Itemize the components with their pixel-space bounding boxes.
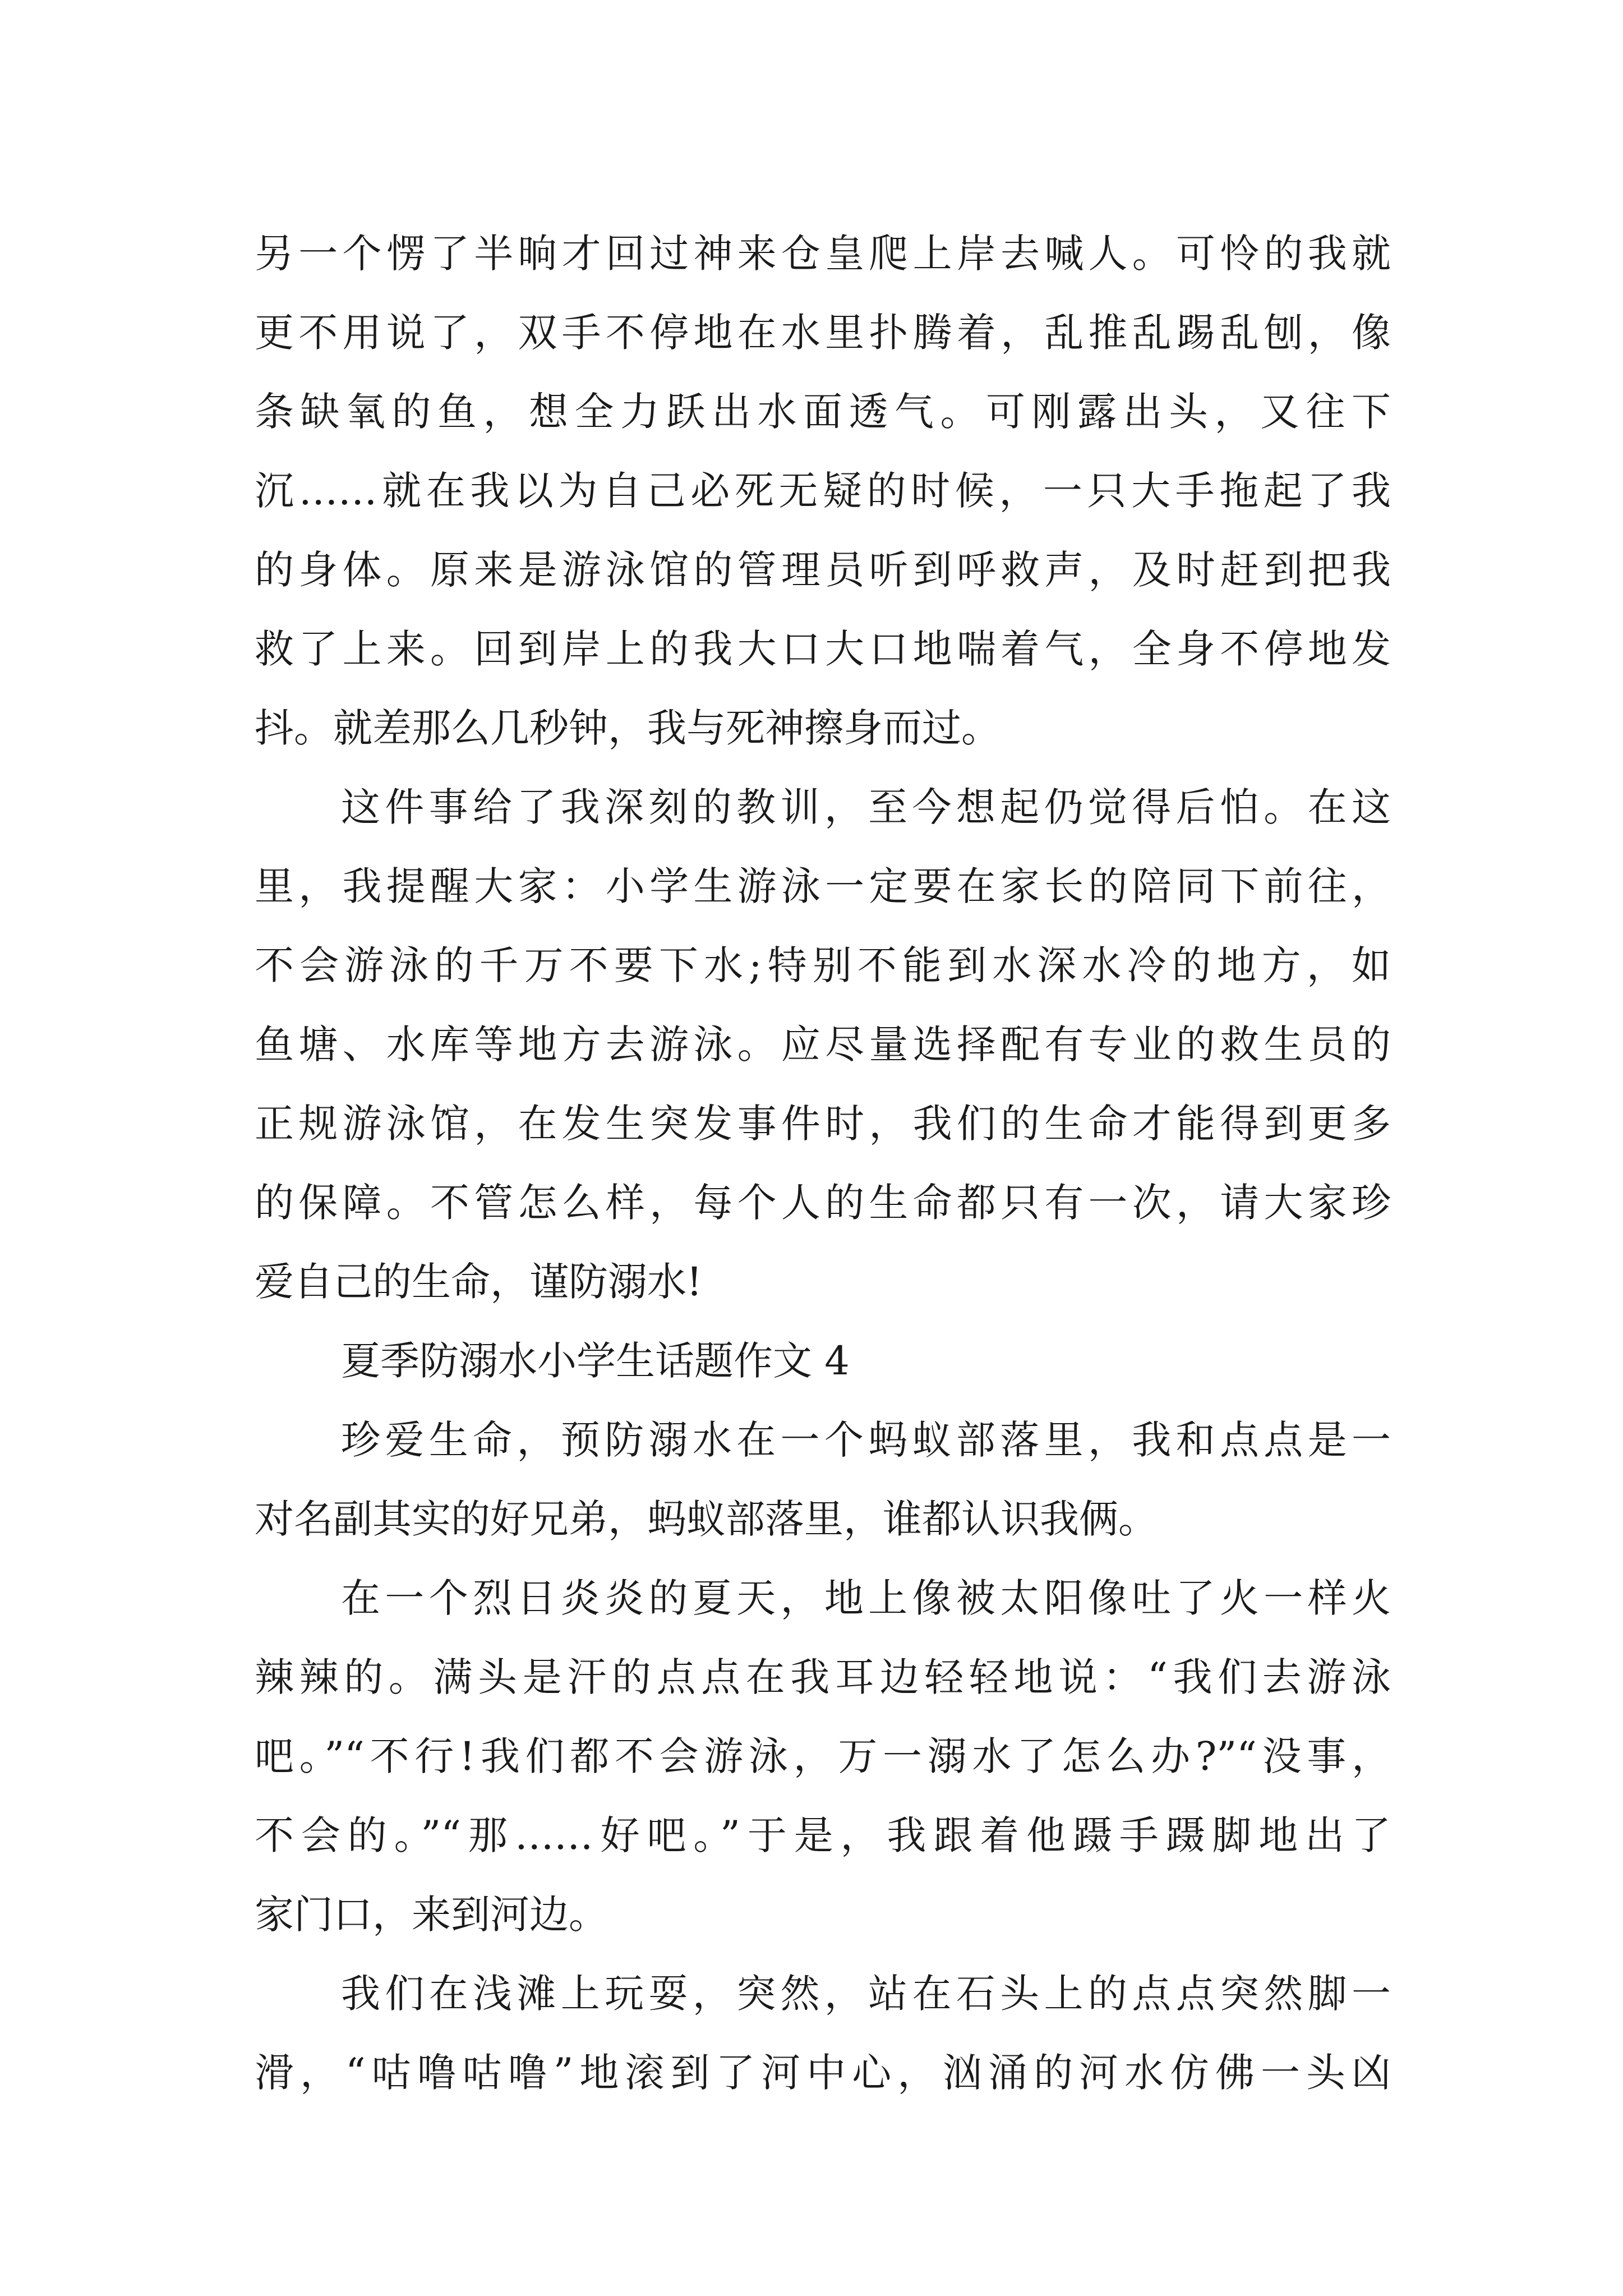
text-line: 另一个愣了半晌才回过神来仓皇爬上岸去喊人。可怜的我就 xyxy=(255,231,1391,277)
text-line: 在一个烈日炎炎的夏天，地上像被太阳像吐了火一样火 xyxy=(341,1575,1391,1621)
text-line: 救了上来。回到岸上的我大口大口地喘着气，全身不停地发 xyxy=(255,626,1391,672)
text-line: 家门口，来到河边。 xyxy=(255,1892,608,1938)
text-line: 条缺氧的鱼，想全力跃出水面透气。可刚露出头，又往下 xyxy=(255,389,1391,435)
text-line: 正规游泳馆，在发生突发事件时，我们的生命才能得到更多 xyxy=(255,1101,1391,1147)
text-line: 对名副其实的好兄弟，蚂蚁部落里，谁都认识我俩。 xyxy=(255,1496,1158,1542)
text-line: 辣辣的。满头是汗的点点在我耳边轻轻地说：“我们去游泳 xyxy=(255,1654,1391,1700)
text-line: 更不用说了，双手不停地在水里扑腾着，乱推乱踢乱刨，像 xyxy=(255,310,1391,356)
text-line: 这件事给了我深刻的教训，至今想起仍觉得后怕。在这 xyxy=(341,784,1391,830)
text-line: 夏季防溺水小学生话题作文 4 xyxy=(341,1338,850,1384)
text-line: 不会的。”“那……好吧。”于是，我跟着他蹑手蹑脚地出了 xyxy=(255,1812,1391,1858)
text-line: 沉……就在我以为自己必死无疑的时候，一只大手拖起了我 xyxy=(255,468,1391,514)
text-line: 滑，“咕噜咕噜”地滚到了河中心，汹涌的河水仿佛一头凶 xyxy=(255,2050,1391,2096)
text-line: 爱自己的生命，谨防溺水! xyxy=(255,1259,703,1305)
text-line: 里，我提醒大家：小学生游泳一定要在家长的陪同下前往， xyxy=(255,863,1391,909)
text-line: 我们在浅滩上玩耍，突然，站在石头上的点点突然脚一 xyxy=(341,1971,1391,2017)
text-line: 珍爱生命，预防溺水在一个蚂蚁部落里，我和点点是一 xyxy=(341,1417,1391,1463)
text-line: 抖。就差那么几秒钟，我与死神擦身而过。 xyxy=(255,705,1000,751)
text-line: 的保障。不管怎么样，每个人的生命都只有一次，请大家珍 xyxy=(255,1180,1391,1226)
text-line: 的身体。原来是游泳馆的管理员听到呼救声，及时赶到把我 xyxy=(255,547,1391,593)
text-line: 吧。”“不行!我们都不会游泳，万一溺水了怎么办?”“没事， xyxy=(255,1733,1391,1779)
text-line: 鱼塘、水库等地方去游泳。应尽量选择配有专业的救生员的 xyxy=(255,1022,1391,1068)
text-line: 不会游泳的千万不要下水;特别不能到水深水冷的地方，如 xyxy=(255,942,1391,988)
document-body xyxy=(255,214,1391,2113)
